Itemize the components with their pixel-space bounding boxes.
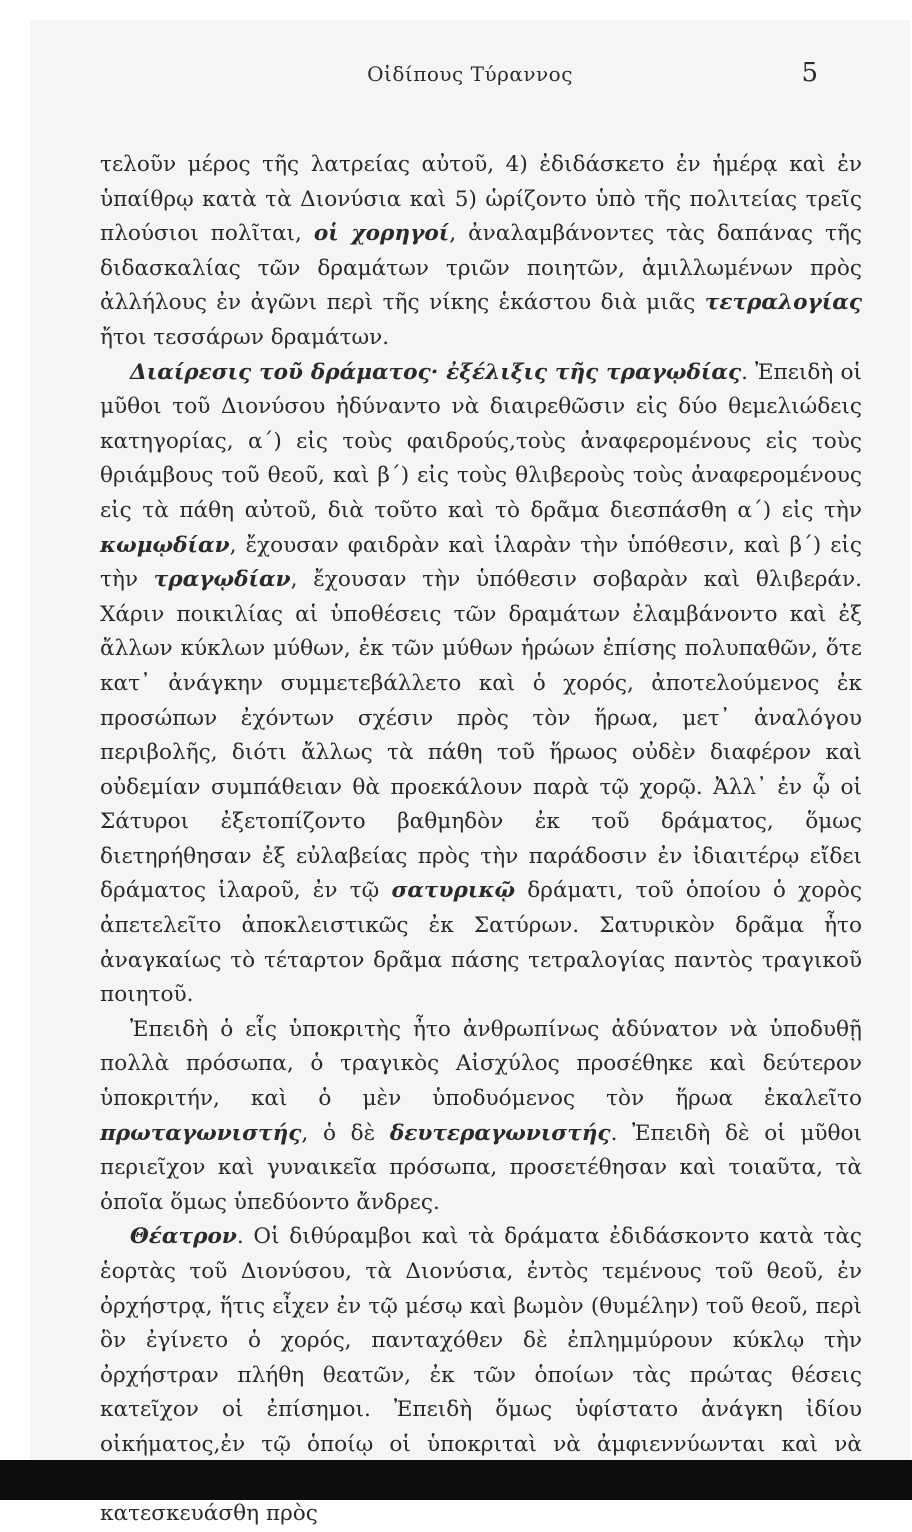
body-text [100,148,862,1532]
text-run: . Οἱ διθύραμβοι καὶ τὰ δράματα ἐδιδάσκοντο κατὰ τὰς ἑορτὰς τοῦ Διονύσου, τὰ Διονύσια, ἐντὸς τεμένους τοῦ θεοῦ, ἐν ὀρχήστρᾳ, ἥτις εἶχεν ἐν τῷ μέσῳ καὶ βωμὸν (θυμέλην) τοῦ θεοῦ, περὶ ὃν ἐγίνετο ὁ χορός, πανταχόθεν δὲ ἐπλημμύρουν κύκλῳ τὴν ὀρχήστραν πλήθη θεατῶν, ἐκ τῶν ὁποίων τὰς πρώτας θέσεις κατεῖχον οἱ ἐπίσημοι. Ἐπειδὴ ὅμως ὑφίστατο ἀνάγκη ἰδίου οἰκήματος,ἐν τῷ ὁποίῳ οἱ ὑποκριταὶ νὰ ἀμφιεννύωνται καὶ νὰ κατεσκευάσθη πρὸς [100,1224,862,1527]
text-run: , ὁ δὲ [301,1120,390,1146]
text-run: τελοῦν μέρος τῆς λατρείας αὐτοῦ, 4) ἐδιδάσκετο ἐν ἡμέρᾳ καὶ ἐν ὑπαίθρῳ κατὰ τὰ Διονύσια καὶ 5) ὡρίζοντο ὑπὸ τῆς πολιτείας τρεῖς πλούσιοι πολῖται, [100,152,862,247]
scan-bottom-edge [0,1460,912,1500]
book-page [30,20,910,1527]
emphasized-term: κωμῳδίαν [100,532,230,558]
emphasized-term: οἱ χορηγοί [313,221,450,247]
paragraph [100,356,862,1013]
emphasized-term: Διαίρεσις τοῦ δράματος· ἐξέλιξις τῆς τραγῳδίας [130,359,742,385]
text-run: , ἔχουσαν τὴν ὑπόθεσιν σοβαρὰν καὶ θλιβεράν. Χάριν ποικιλίας αἱ ὑποθέσεις τῶν δραμάτων ἐλαμβάνοντο καὶ ἐξ ἄλλων κύκλων μύθων, ἐκ τῶν μύθων ἡρώων ἐπίσης πολυπαθῶν, ὅτε κατ᾽ ἀνάγκην συμμετεβάλλετο καὶ ὁ χορός, ἀποτελούμενος ἐκ προσώπων ἐχόντων σχέσιν πρὸς τὸν ἥρωα, μετ᾽ ἀναλόγου περιβολῆς, διότι ἄλλως τὰ πάθη τοῦ ἥρωος οὐδὲν διαφέρον καὶ οὐδεμίαν συμπάθειαν θὰ προεκάλουν παρὰ τῷ χορῷ. Ἀλλ᾽ ἐν ᾧ οἱ Σάτυροι ἐξετοπίζοντο βαθμηδὸν ἐκ τοῦ δράματος, ὅμως διετηρήθησαν ἐξ εὐλαβείας πρὸς τὴν παράδοσιν ἐν ἰδιαιτέρῳ εἴδει δράματος ἱλαροῦ, ἐν τῷ [100,567,862,904]
text-run: . Ἐπειδὴ δὲ οἱ μῦθοι περιεῖχον καὶ γυναικεῖα πρόσωπα, προσετέθησαν καὶ τοιαῦτα, τὰ ὁποῖα ὅμως ὑπεδύοντο ἄνδρες. [100,1120,862,1215]
page-header [30,58,910,102]
emphasized-term: δευτεραγωνιστής [389,1120,611,1146]
running-title: Οἰδίπους Τύραννος [367,62,573,86]
emphasized-term: πρωταγωνιστής [100,1120,302,1146]
text-run: δράματι, τοῦ ὁποίου ὁ χορὸς ἀπετελεῖτο ἀποκλειστικῶς ἐκ Σατύρων. Σατυρικὸν δρᾶμα ἦτο ἀναγκαίως τὸ τέταρτον δρᾶμα πάσης τετραλογίας παντὸς τραγικοῦ ποιητοῦ. [100,878,862,1008]
paragraph [100,148,862,356]
paragraph [100,1013,862,1221]
text-run: Ἐπειδὴ ὁ εἷς ὑποκριτὴς ἦτο ἀνθρωπίνως ἀδύνατον νὰ ὑποδυθῇ πολλὰ πρόσωπα, ὁ τραγικὸς Αἰσχύλος προσέθηκε καὶ δεύτερον ὑποκριτήν, καὶ ὁ μὲν ὑποδυόμενος τὸν ἥρωα ἐκαλεῖτο [100,1016,862,1112]
emphasized-term: τραγῳδίαν [153,567,291,593]
text-run: . Ἐπειδὴ οἱ μῦθοι τοῦ Διονύσου ἠδύναντο νὰ διαιρεθῶσιν εἰς δύο θεμελιώδεις κατηγορίας, α΄) εἰς τοὺς φαιδρούς,τοὺς ἀναφερομένους εἰς τοὺς θριάμβους τοῦ θεοῦ, καὶ β΄) εἰς τοὺς θλιβεροὺς τοὺς ἀναφερομένους εἰς τὰ πάθη αὐτοῦ, διὰ τοῦτο καὶ τὸ δρᾶμα διεσπάσθη α΄) εἰς τὴν [100,359,862,523]
emphasized-term: σατυρικῷ [391,878,516,904]
text-run: ἤτοι τεσσάρων δραμάτων. [100,324,390,350]
emphasized-term: Θέατρον [130,1224,237,1250]
text-run: , ἔχουσαν φαιδρὰν καὶ ἱλαρὰν τὴν ὑπόθεσιν, καὶ β΄) εἰς τὴν [100,532,862,593]
text-run: , ἀναλαμβάνοντες τὰς δαπάνας τῆς διδασκαλίας τῶν δραμάτων τριῶν ποιητῶν, ἁμιλλωμένων πρὸς ἀλλήλους ἐν ἀγῶνι περὶ τῆς νίκης ἑκάστου διὰ μιᾶς [100,221,862,316]
emphasized-term: τετραλογίας [704,290,862,316]
page-number: 5 [801,58,818,88]
